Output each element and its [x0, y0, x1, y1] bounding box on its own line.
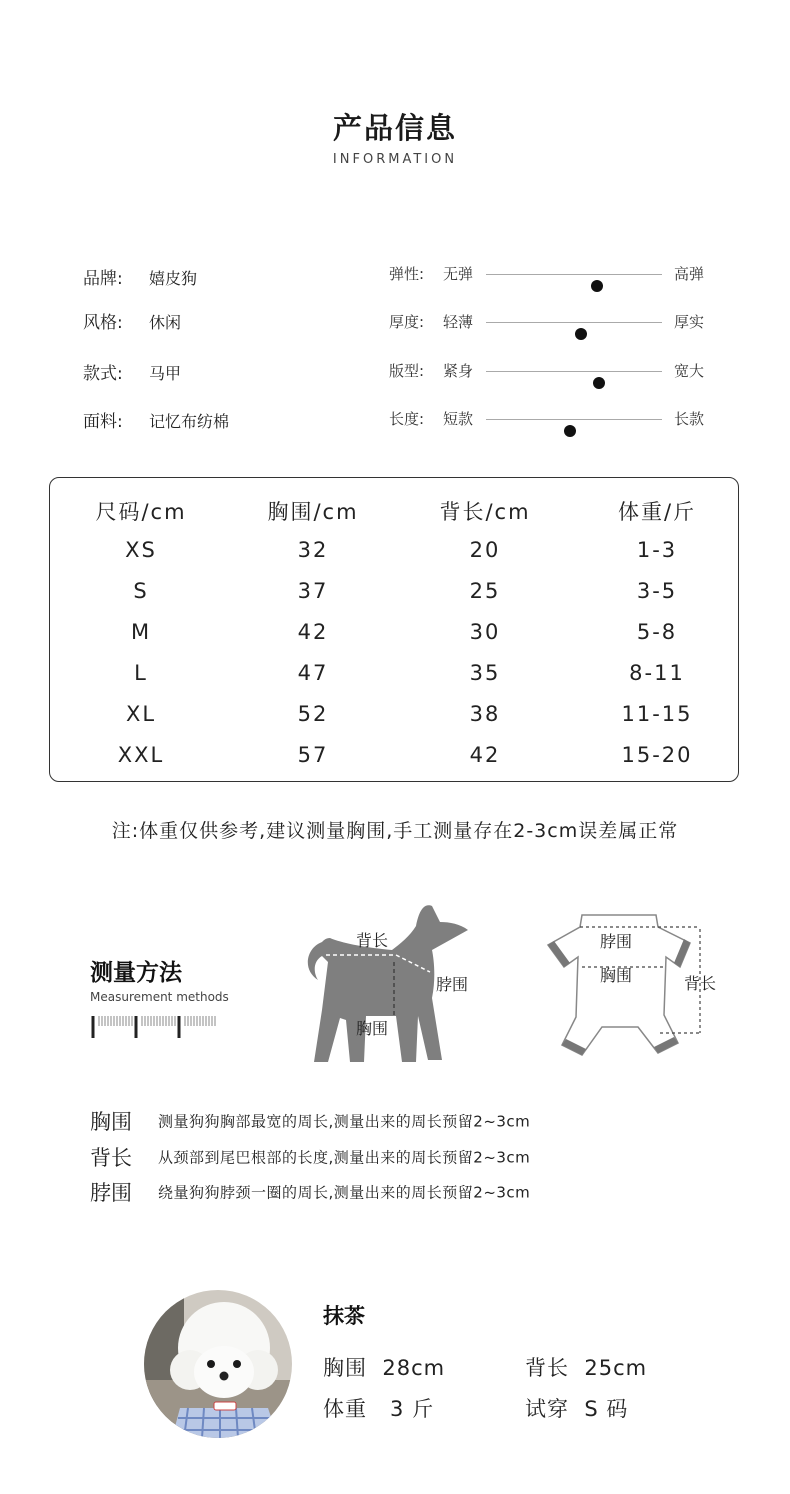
table-cell: S	[133, 579, 149, 603]
table-cell: 30	[469, 620, 501, 644]
info-value: 记忆布纺棉	[149, 412, 230, 431]
scale-track	[486, 274, 662, 275]
model-size-label: 试穿	[525, 1397, 569, 1421]
model-size-value: S 码	[584, 1397, 629, 1421]
model-name: 抹茶	[323, 1304, 365, 1328]
table-cell: 57	[297, 743, 329, 767]
measure-term: 胸围	[90, 1110, 132, 1134]
scale-high-label: 厚实	[674, 313, 705, 331]
scale-high-label: 高弹	[674, 265, 705, 283]
scale-indicator-dot	[575, 328, 587, 340]
model-weight	[323, 1393, 434, 1423]
measure-row-neck	[90, 1177, 530, 1207]
model-chest-label: 胸围	[323, 1356, 367, 1380]
info-type	[83, 359, 181, 384]
scale-name: 长度:	[389, 410, 425, 428]
model-avatar	[144, 1290, 292, 1438]
measure-desc: 从颈部到尾巴根部的长度,测量出来的周长预留2~3cm	[158, 1148, 531, 1167]
table-cell: 38	[469, 702, 501, 726]
table-cell: 8-11	[629, 661, 685, 685]
model-chest	[323, 1352, 445, 1382]
scale-high-label: 长款	[674, 410, 705, 428]
page-title: 产品信息	[332, 111, 457, 145]
model-weight-value: 3 斤	[390, 1397, 435, 1421]
info-value: 马甲	[149, 364, 182, 383]
info-fabric	[83, 407, 229, 432]
dog-diagram	[300, 900, 490, 1070]
scale-low-label: 短款	[443, 410, 474, 428]
scale-track	[486, 419, 662, 420]
info-value: 嬉皮狗	[149, 269, 198, 288]
model-back-value: 25cm	[584, 1356, 648, 1380]
table-header-weight: 体重/斤	[617, 500, 697, 524]
scale-thickness	[389, 311, 719, 335]
model-chest-value: 28cm	[382, 1356, 446, 1380]
table-cell: 11-15	[621, 702, 693, 726]
scale-track	[486, 322, 662, 323]
table-cell: 42	[297, 620, 329, 644]
table-cell: 1-3	[636, 538, 678, 562]
scale-high-label: 宽大	[674, 362, 705, 380]
dog-label-neck: 脖围	[436, 975, 469, 994]
model-back-label: 背长	[525, 1356, 569, 1380]
info-label: 风格:	[83, 313, 123, 333]
table-cell: 37	[297, 579, 329, 603]
info-brand	[83, 264, 197, 289]
garment-label-chest: 胸围	[600, 966, 633, 985]
measurement-note: 注:体重仅供参考,建议测量胸围,手工测量存在2-3cm误差属正常	[111, 820, 679, 842]
measure-desc: 绕量狗狗脖颈一圈的周长,测量出来的周长预留2~3cm	[158, 1183, 531, 1202]
measure-desc: 测量狗狗胸部最宽的周长,测量出来的周长预留2~3cm	[158, 1112, 531, 1131]
table-cell: 32	[297, 538, 329, 562]
table-cell: 5-8	[636, 620, 678, 644]
table-cell: M	[130, 620, 152, 644]
scale-indicator-dot	[591, 280, 603, 292]
method-title: 测量方法	[90, 960, 182, 986]
measure-term: 脖围	[90, 1181, 132, 1205]
dog-label-chest: 胸围	[356, 1019, 389, 1038]
table-cell: XXL	[117, 743, 165, 767]
model-weight-label: 体重	[323, 1397, 367, 1421]
scale-low-label: 无弹	[443, 265, 474, 283]
scale-elasticity	[389, 263, 719, 287]
table-cell: 42	[469, 743, 501, 767]
table-cell: 15-20	[621, 743, 693, 767]
scale-low-label: 紧身	[443, 362, 474, 380]
model-back	[525, 1352, 647, 1382]
scale-name: 厚度:	[389, 313, 425, 331]
table-cell: XS	[125, 538, 157, 562]
table-cell: 47	[297, 661, 329, 685]
info-label: 款式:	[83, 364, 123, 384]
scale-length	[389, 408, 719, 432]
garment-diagram	[540, 905, 740, 1070]
measure-row-chest	[90, 1106, 530, 1136]
measure-term: 背长	[90, 1146, 132, 1170]
model-size	[525, 1393, 628, 1423]
scale-fit	[389, 360, 719, 384]
table-header-back: 背长/cm	[439, 500, 531, 524]
table-cell: L	[134, 661, 148, 685]
table-cell: 35	[469, 661, 501, 685]
garment-label-back: 背长	[684, 974, 717, 993]
scale-indicator-dot	[564, 425, 576, 437]
scale-name: 版型:	[389, 362, 425, 380]
table-cell: 52	[297, 702, 329, 726]
table-cell: 3-5	[636, 579, 678, 603]
info-style	[83, 308, 181, 333]
table-header-size: 尺码/cm	[95, 500, 187, 524]
info-label: 面料:	[83, 412, 123, 432]
scale-indicator-dot	[593, 377, 605, 389]
page-subtitle: INFORMATION	[332, 152, 458, 167]
garment-label-neck: 脖围	[600, 932, 633, 951]
scale-track	[486, 371, 662, 372]
info-value: 休闲	[149, 313, 182, 332]
info-label: 品牌:	[83, 269, 123, 289]
measure-row-back	[90, 1142, 530, 1172]
scale-low-label: 轻薄	[443, 313, 474, 331]
size-table	[49, 477, 739, 782]
method-subtitle: Measurement methods	[90, 990, 229, 1004]
scale-name: 弹性:	[389, 265, 425, 283]
table-cell: 25	[469, 579, 501, 603]
dog-label-back: 背长	[356, 931, 389, 950]
table-header-chest: 胸围/cm	[267, 500, 359, 524]
ruler-icon	[91, 1014, 221, 1040]
table-cell: 20	[469, 538, 501, 562]
table-cell: XL	[125, 702, 157, 726]
